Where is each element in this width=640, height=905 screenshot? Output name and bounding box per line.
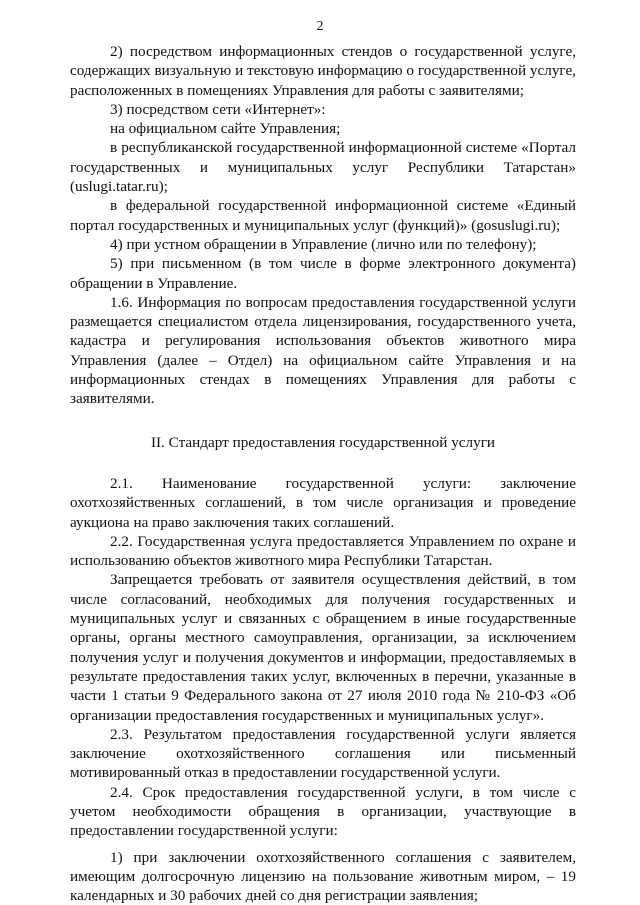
paragraph: 3) посредством сети «Интернет»: [110, 100, 326, 118]
paragraph: 5) при письменном (в том числе в форме электронного документа) обращении в Управление. [70, 255, 576, 292]
paragraph: 4) при устном обращении в Управление (лично или по телефону); [110, 235, 537, 253]
document-body [70, 42, 576, 905]
paragraph: Запрещается требовать от заявителя осуществления действий, в том числе согласований, необходимых для получения государственных и муниципальных услуг и связанных с обращением в иные государственные органы, органы местного самоуправления, организации, за исключением получения услуг и получения документов и информации, предоставляемых в результате предоставления таких услуг, включенных в перечни, указанные в части 1 статьи 9 Федерального закона от 27 июля 2010 года № 210-ФЗ «Об организации предоставления государственных и муниципальных услуг». [70, 571, 576, 724]
paragraph: на официальном сайте Управления; [110, 120, 341, 138]
page-number: 2 [316, 19, 324, 34]
section-title: II. Стандарт предоставления государственной услуги [150, 433, 496, 451]
paragraph: 2.4. Срок предоставления государственной услуги, в том числе с учетом необходимости обращения в организации, участвующие в предоставлении государственной услуги: [70, 783, 576, 840]
paragraph: 2.2. Государственная услуга предоставляется Управлением по охране и использованию объектов животного мира Республики Татарстан. [70, 532, 576, 570]
paragraph: 2) посредством информационных стендов о государственной услуге, содержащих визуальную и текстовую информацию о государственной услуге, расположенных в помещениях Управления для работы с заявителями; [70, 43, 576, 99]
paragraph: 1.6. Информация по вопросам предоставления государственной услуги размещается специалистом отдела лицензирования, государственного учета, кадастра и регулирования использования объектов животного мира Управления (далее – Отдел) на официальном сайте Управления и на информационных стендах в помещениях Управления для работы с заявителями. [70, 293, 576, 408]
paragraph: в республиканской государственной информационной системе «Портал государственных и муниципальных услуг Республики Татарстан» (uslugi.tatar.ru); [70, 139, 576, 196]
paragraph: в федеральной государственной информационной системе «Единый портал государственных и муниципальных услуг (функций)» (gosuslugi.ru); [70, 197, 576, 234]
paragraph: 2.1. Наименование государственной услуги: заключение охотхозяйственных соглашений, в том числе организация и проведение аукциона на право заключения таких соглашений. [70, 474, 576, 531]
paragraph: 2.3. Результатом предоставления государственной услуги является заключение охотхозяйственного соглашения или письменный мотивированный отказ в предоставлении государственной услуги. [70, 725, 576, 782]
paragraph: 1) при заключении охотхозяйственного соглашения с заявителем, имеющим долгосрочную лицензию на пользование животным миром, – 19 календарных и 30 рабочих дней со дня регистрации заявления; [70, 848, 576, 905]
